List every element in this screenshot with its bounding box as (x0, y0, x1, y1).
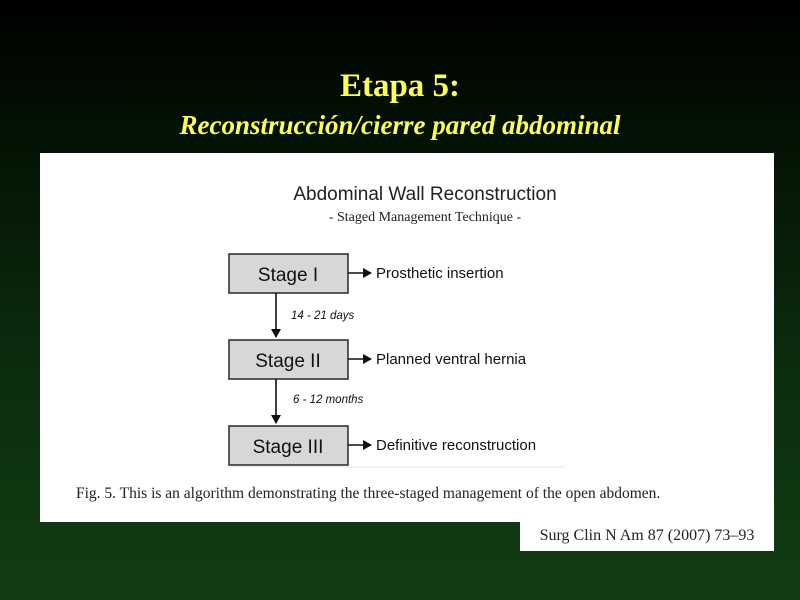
figure-caption: Fig. 5. This is an algorithm demonstrating the three-staged management of the open abdomen. (76, 485, 661, 502)
figure-panel (40, 153, 774, 522)
stage-3-outcome: Definitive reconstruction (376, 437, 537, 454)
citation: Surg Clin N Am 87 (2007) 73–93 (520, 520, 774, 551)
interval-1-label: 14 - 21 days (291, 310, 355, 322)
figure-title: Abdominal Wall Reconstruction (293, 184, 557, 205)
flowchart-diagram (40, 153, 774, 522)
figure-subtitle: - Staged Management Technique - (328, 210, 522, 225)
stage-1-label: Stage I (257, 265, 319, 286)
slide-subtitle: Reconstrucción/cierre pared abdominal (179, 110, 621, 140)
stage-1-outcome: Prosthetic insertion (376, 265, 504, 282)
interval-2-label: 6 - 12 months (293, 394, 364, 406)
stage-2-label: Stage II (255, 351, 321, 372)
slide-title: Etapa 5: (339, 68, 461, 104)
stage-2-outcome: Planned ventral hernia (376, 351, 527, 368)
stage-3-label: Stage III (252, 437, 324, 458)
